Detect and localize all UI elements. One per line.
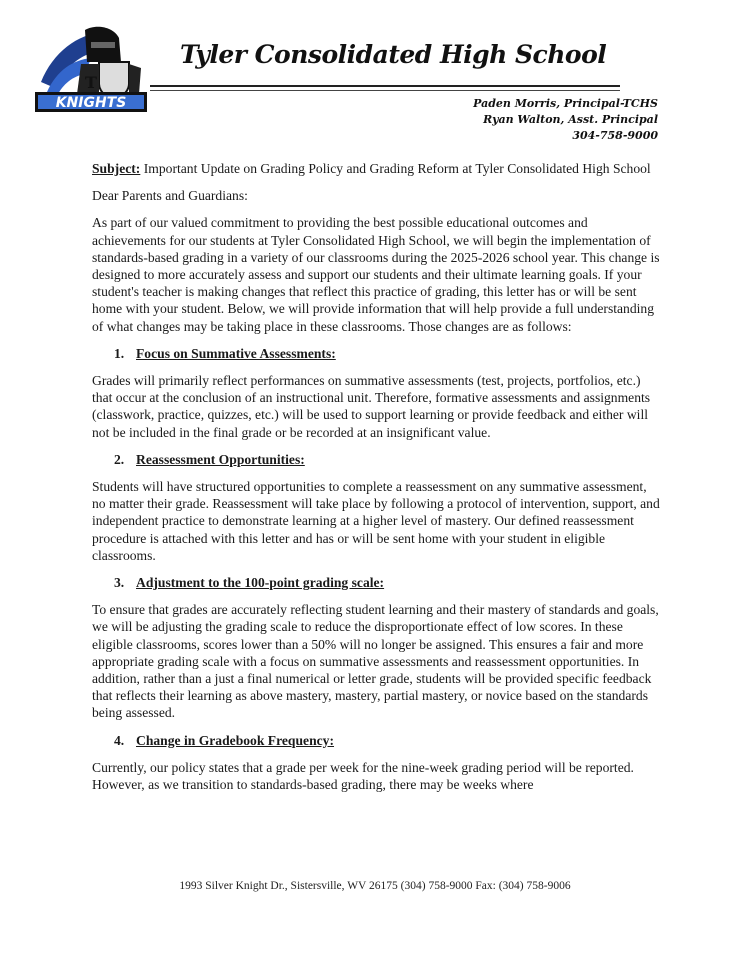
intro-paragraph: As part of our valued commitment to providing the best possible educational outcomes and achievements for our students at Tyler Consolidated High School, we will begin the implementation of standards-based grading in a variety of our classrooms during the 2025-2026 school year. This change is designed to more accurately assess and support our students and their ultimate learning goals. If your student's teacher is making changes that reflect this practice of grading, this letter has or will be sent home with your student. Below, we will provide information that will help provide a full understanding of what changes may be taking place in these classrooms. Those changes are as follows: xyxy=(92,215,660,334)
section-title: Focus on Summative Assessments: xyxy=(136,345,336,361)
section-number: 4. xyxy=(114,732,125,748)
section-body: To ensure that grades are accurately reflecting student learning and their mastery of standards and goals, we will be adjusting the grading scale to reduce the disproportionate effect of low scores. In these eligible classrooms, scores lower than a 50% will no longer be assigned. This ensures a fair and more appropriate grading scale with a focus on summative assessments and reassessment opportunities. In addition, rather than a just a final numerical or letter grade, students will be provided specific feedback that reflects their learning as above mastery, mastery, partial mastery, or novice based on the standards being assessed. xyxy=(92,602,659,721)
header-rule xyxy=(150,85,620,87)
section-body: Grades will primarily reflect performances on summative assessments (test, projects, portfolios, etc.) that occur at the conclusion of an instructional unit. Therefore, formative assessments and assignments (classwork, practice, quizzes, etc.) will be used to support learning or provide feedback and either will not be included in the final grade or be recorded at an insignificant value. xyxy=(92,373,651,440)
subject-line xyxy=(92,160,660,177)
subject-label: Subject: xyxy=(92,161,141,176)
footer-address: 1993 Silver Knight Dr., Sistersville, WV 26175 (304) 758-9000 Fax: (304) 758-9006 xyxy=(179,880,571,892)
section-body: Students will have structured opportunities to complete a reassessment on any summative assessment, no matter their grade. Reassessment will take place by following a protocol of intervention, support, and independent practice to demonstrate learning at a higher level of mastery. Our defined reassessment procedure is attached with this letter and has or will be sent home with your student in eligible classrooms. xyxy=(92,479,660,563)
section-heading xyxy=(92,574,660,591)
asst-principal-line: Ryan Walton, Asst. Principal xyxy=(483,113,658,126)
section-heading xyxy=(92,345,660,362)
school-name: Tyler Consolidated High School xyxy=(180,40,607,69)
knight-logo-icon xyxy=(33,22,151,114)
logo-wordmark: KNIGHTS xyxy=(55,95,127,111)
phone-line: 304-758-9000 xyxy=(572,129,658,142)
section-title: Adjustment to the 100-point grading scale: xyxy=(136,575,385,591)
section-heading xyxy=(92,451,660,468)
section-title: Reassessment Opportunities: xyxy=(136,451,305,467)
logo-shield-letter: T xyxy=(85,73,97,92)
section-number: 1. xyxy=(114,345,125,361)
staff-contact-block xyxy=(473,96,658,144)
section-heading xyxy=(92,732,660,749)
section-number: 3. xyxy=(114,575,125,591)
section-body: Currently, our policy states that a grade per week for the nine-week grading period will be reported. However, as we transition to standards-based grading, there may be weeks where xyxy=(92,759,634,793)
principal-line: Paden Morris, Principal-TCHS xyxy=(473,97,658,110)
section-title: Change in Gradebook Frequency: xyxy=(136,732,335,748)
greeting: Dear Parents and Guardians: xyxy=(92,188,248,204)
letter-body xyxy=(92,160,660,803)
section-number: 2. xyxy=(114,451,125,467)
header-rule-thin xyxy=(150,90,620,91)
subject-text: Important Update on Grading Policy and Grading Reform at Tyler Consolidated High School xyxy=(143,161,651,176)
